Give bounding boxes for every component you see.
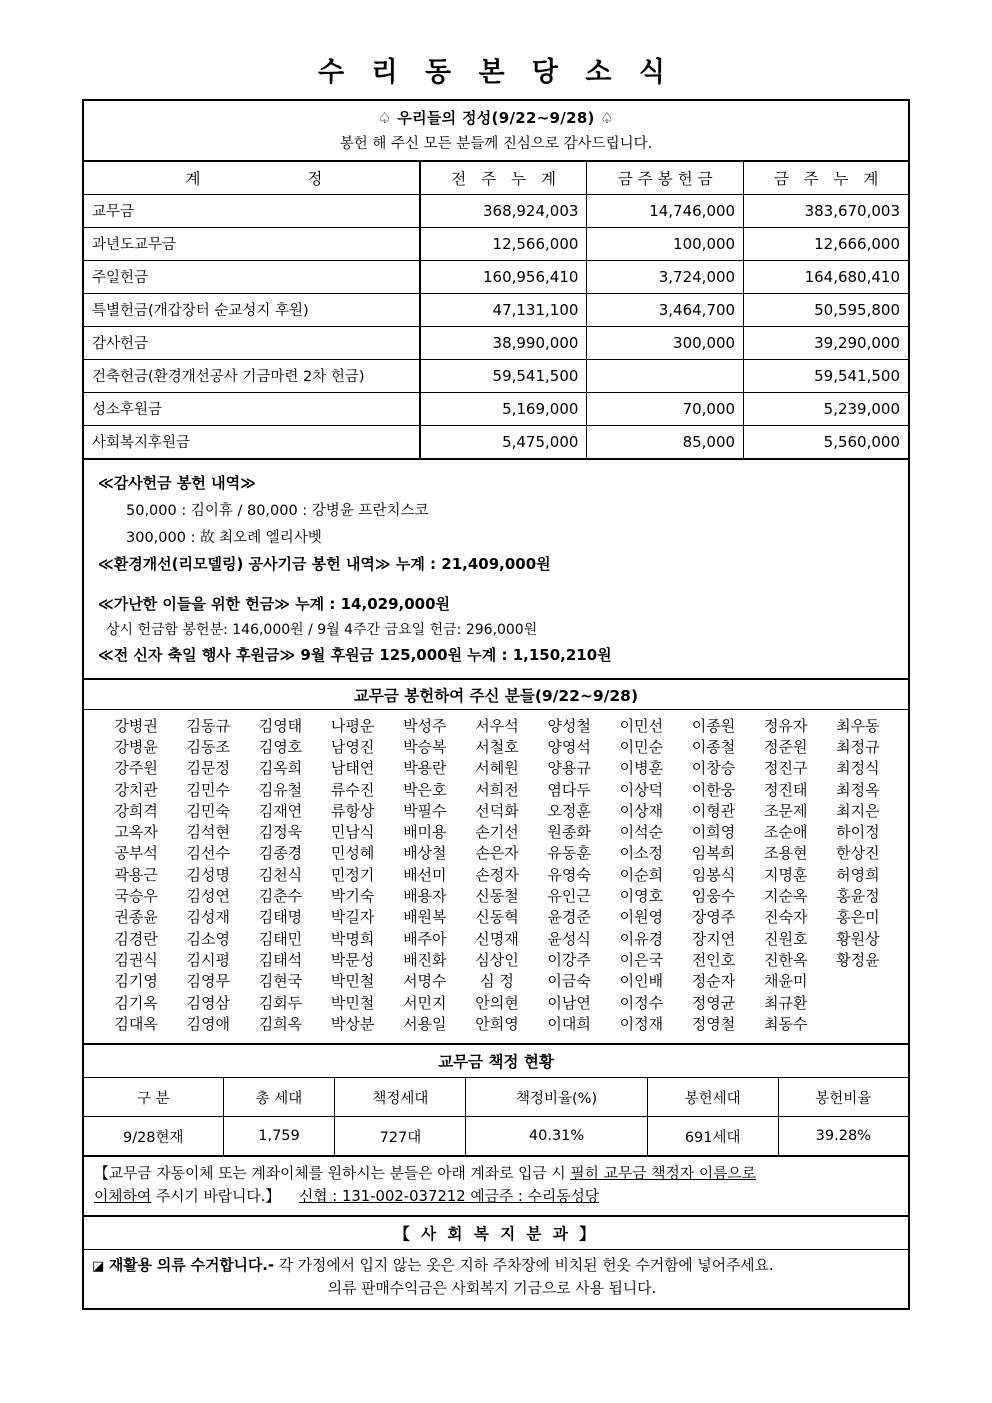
list-item: 박문성 [330, 950, 375, 969]
list-item: 이종철 [691, 737, 736, 756]
list-item: 김동규 [186, 716, 230, 735]
list-item: 김성명 [186, 865, 230, 884]
contributors-column [750, 716, 822, 1035]
contributors-section [84, 678, 908, 1043]
welfare-section-body [84, 1250, 908, 1308]
cell-total: 5,239,000 [744, 392, 908, 425]
list-item: 배선미 [403, 865, 447, 884]
poor-offering-line: 상시 헌금함 봉헌분: 146,000원 / 9월 4주간 금요일 헌금: 296,000원 [106, 621, 538, 638]
cell-total: 50,595,800 [744, 293, 908, 326]
list-item: 김기옥 [114, 993, 158, 1012]
list-item: 허영희 [836, 865, 880, 884]
list-item: 조용현 [763, 844, 808, 863]
list-item: 선덕화 [475, 801, 519, 820]
cell-prev: 47,131,100 [420, 293, 587, 326]
list-item: 이병훈 [619, 759, 664, 778]
list-item: 김옥희 [258, 759, 303, 778]
list-item: 김영무 [186, 972, 230, 991]
list-item: 김권식 [114, 950, 158, 969]
list-item: 이석순 [619, 823, 664, 842]
list-item: 유영숙 [547, 865, 591, 884]
list-item: 이희영 [691, 823, 736, 842]
list-item: 박은호 [403, 780, 447, 799]
assessment-cell: 40.31% [466, 1117, 647, 1156]
table-row [84, 260, 908, 293]
list-item: 김소영 [186, 929, 230, 948]
table-row [84, 194, 908, 227]
list-item: 박성주 [403, 716, 447, 735]
assessment-column-header: 책정비율(%) [466, 1078, 647, 1117]
list-item: 배미용 [403, 823, 447, 842]
list-item: 김성재 [186, 908, 230, 927]
list-item: 나평운 [330, 716, 375, 735]
table-row [84, 392, 908, 425]
list-item: 신동철 [475, 887, 519, 906]
cell-week: 300,000 [587, 326, 744, 359]
list-item: 김희옥 [258, 1014, 303, 1033]
feast-support-heading: ≪전 신자 축일 행사 후원금≫ 9월 후원금 125,000원 누계 : 1,150,210원 [98, 645, 612, 664]
cell-account: 건축헌금(환경개선공사 기금마련 2차 헌금) [84, 359, 420, 392]
list-item: 김대옥 [114, 1014, 158, 1033]
list-item: 이종원 [691, 716, 736, 735]
list-item: 배진화 [403, 950, 447, 969]
assessment-cell: 1,759 [223, 1117, 335, 1156]
offering-header-row [84, 161, 908, 194]
offering-details [84, 458, 908, 678]
cell-week: 3,724,000 [587, 260, 744, 293]
list-item: 유인근 [547, 887, 591, 906]
list-item: 신명재 [475, 929, 519, 948]
contributors-column [533, 716, 605, 1035]
list-item: 김현국 [258, 972, 303, 991]
list-item: 양영석 [547, 737, 591, 756]
list-item: 배원복 [403, 908, 447, 927]
list-item: 김천식 [258, 865, 303, 884]
list-item: 김정욱 [258, 823, 303, 842]
cell-account: 과년도교무금 [84, 227, 420, 260]
list-item: 김춘수 [258, 887, 303, 906]
list-item: 이형관 [691, 801, 736, 820]
list-item: 이영호 [619, 887, 664, 906]
list-item: 임웅수 [691, 887, 736, 906]
column-header-account [84, 161, 420, 194]
list-item: 민성혜 [330, 844, 375, 863]
contributors-column [605, 716, 677, 1035]
list-item: 김태석 [258, 950, 303, 969]
assessment-column-header: 봉헌세대 [647, 1078, 778, 1117]
contributors-column [100, 716, 172, 1035]
bank-note-line1-a: 【교무금 자동이체 또는 계좌이체를 원하시는 분들은 아래 계좌로 입금 시 [94, 1165, 571, 1183]
bank-note-line2-b: 주시기 바랍니다.】 [151, 1187, 281, 1205]
list-item: 정진태 [763, 780, 808, 799]
list-item: 장영주 [691, 908, 736, 927]
list-item: 정준원 [763, 737, 808, 756]
page-title: 수 리 동 본 당 소 식 [318, 57, 674, 88]
cell-account: 감사헌금 [84, 326, 420, 359]
table-row [84, 359, 908, 392]
list-item: 이정재 [619, 1014, 664, 1033]
list-item: 강병윤 [114, 737, 158, 756]
list-item: 이민순 [619, 737, 664, 756]
list-item: 이순희 [619, 865, 664, 884]
list-item: 정영철 [691, 1014, 736, 1033]
cell-total: 5,560,000 [744, 425, 908, 458]
assessment-section [84, 1043, 908, 1155]
list-item: 이남연 [547, 993, 591, 1012]
list-item: 박기숙 [330, 887, 375, 906]
cell-total: 383,670,003 [744, 194, 908, 227]
list-item: 김민수 [186, 780, 230, 799]
list-item: 이대희 [547, 1014, 591, 1033]
contributors-column [389, 716, 461, 1035]
list-item: 이은국 [619, 950, 664, 969]
list-item: 손정자 [475, 865, 519, 884]
cell-prev: 368,924,003 [420, 194, 587, 227]
list-item: 곽용근 [114, 865, 158, 884]
cell-total: 164,680,410 [744, 260, 908, 293]
list-item: 안희영 [475, 1014, 519, 1033]
list-item: 김선수 [186, 844, 230, 863]
list-item: 김영태 [258, 716, 303, 735]
assessment-header-row [84, 1078, 908, 1117]
list-item: 장지연 [691, 929, 736, 948]
list-item: 최규환 [763, 993, 808, 1012]
list-item: 신동혁 [475, 908, 519, 927]
list-item: 강병권 [114, 716, 158, 735]
list-item: 박필수 [403, 801, 447, 820]
list-item: 최정식 [836, 759, 880, 778]
cell-account: 교무금 [84, 194, 420, 227]
list-item: 최지은 [836, 801, 880, 820]
assessment-column-header: 구 분 [84, 1078, 223, 1117]
list-item: 김동조 [186, 737, 230, 756]
list-item: 민남식 [330, 823, 375, 842]
contributors-column [822, 716, 894, 1035]
list-item: 고옥자 [114, 823, 158, 842]
list-item: 강희격 [114, 801, 158, 820]
list-item: 박길자 [330, 908, 375, 927]
list-item: 이창승 [691, 759, 736, 778]
list-item: 지명훈 [763, 865, 808, 884]
list-item: 김문정 [186, 759, 230, 778]
assessment-cell: 9/28현재 [84, 1117, 223, 1156]
cell-week [587, 359, 744, 392]
list-item: 이민선 [619, 716, 664, 735]
list-item: 박상분 [330, 1014, 375, 1033]
offering-table-body [84, 194, 908, 458]
list-item: 서철호 [475, 737, 519, 756]
list-item: 서희전 [475, 780, 519, 799]
offering-table [84, 161, 908, 458]
list-item: 김종경 [258, 844, 303, 863]
list-item: 진숙자 [763, 908, 808, 927]
cell-week: 85,000 [587, 425, 744, 458]
poor-offering-heading: ≪가난한 이들을 위한 헌금≫ 누계 : 14,029,000원 [98, 594, 451, 613]
list-item: 김태민 [258, 929, 303, 948]
assessment-cell: 39.28% [778, 1117, 908, 1156]
assessment-table [84, 1078, 908, 1155]
list-item: 박민철 [330, 993, 375, 1012]
bulletin-frame [82, 99, 910, 1310]
list-item: 권종윤 [114, 908, 158, 927]
cell-week: 3,464,700 [587, 293, 744, 326]
list-item: 윤경준 [547, 908, 591, 927]
list-item: 채윤미 [763, 972, 808, 991]
list-item: 손은자 [475, 844, 519, 863]
cell-total: 12,666,000 [744, 227, 908, 260]
list-item: 손기선 [475, 823, 519, 842]
list-item: 정유자 [763, 716, 808, 735]
list-item: 김민숙 [186, 801, 230, 820]
list-item: 박명희 [330, 929, 375, 948]
list-item: 조순애 [763, 823, 808, 842]
list-item: 정순자 [691, 972, 736, 991]
table-row [84, 227, 908, 260]
list-item: 김유철 [258, 780, 303, 799]
list-item: 배용자 [403, 887, 447, 906]
welfare-notice-title: 재활용 의류 수거합니다.- [109, 1257, 275, 1275]
offering-header-band [84, 101, 908, 161]
bank-note-line2-a: 이체하여 [94, 1187, 152, 1205]
list-item: 김성연 [186, 887, 230, 906]
list-item: 지순옥 [763, 887, 808, 906]
cell-account: 주일헌금 [84, 260, 420, 293]
square-bullet-icon: ◪ [92, 1259, 105, 1275]
list-item: 김태명 [258, 908, 303, 927]
list-item: 이상덕 [619, 780, 664, 799]
list-item: 류수진 [330, 780, 375, 799]
list-item: 진한옥 [763, 950, 808, 969]
list-item: 최우동 [836, 716, 880, 735]
list-item: 김시평 [186, 950, 230, 969]
cell-prev: 59,541,500 [420, 359, 587, 392]
list-item: 이금숙 [547, 972, 591, 991]
cell-week: 14,746,000 [587, 194, 744, 227]
contributors-column [317, 716, 389, 1035]
list-item: 심상인 [475, 950, 519, 969]
assessment-column-header: 책정세대 [335, 1078, 466, 1117]
welfare-notice-text: 각 가정에서 입지 않는 옷은 지하 주차장에 비치된 헌옷 수거함에 넣어주세요. [274, 1257, 774, 1275]
list-item: 윤성식 [547, 929, 591, 948]
cell-prev: 5,475,000 [420, 425, 587, 458]
list-item: 임복희 [691, 844, 736, 863]
column-header-current-total: 금 주 누 계 [744, 161, 908, 194]
list-item: 박민철 [330, 972, 375, 991]
contributors-title: 교무금 봉헌하여 주신 분들(9/22~9/28) [84, 680, 908, 710]
list-item: 김경란 [114, 929, 158, 948]
list-item: 정영균 [691, 993, 736, 1012]
list-item: 이소정 [619, 844, 664, 863]
cell-prev: 12,566,000 [420, 227, 587, 260]
list-item: 김영호 [258, 737, 303, 756]
bank-account-info: 신협 : 131-002-037212 예금주 : 수리동성당 [298, 1187, 600, 1205]
offering-table-head [84, 161, 908, 194]
cell-prev: 5,169,000 [420, 392, 587, 425]
list-item: 홍윤정 [836, 887, 880, 906]
assessment-cell: 727대 [335, 1117, 466, 1156]
table-row [84, 293, 908, 326]
cell-account: 특별헌금(개갑장터 순교성지 후원) [84, 293, 420, 326]
list-item: 황원상 [836, 929, 880, 948]
contributors-column [172, 716, 244, 1035]
list-item: 서민지 [403, 993, 447, 1012]
list-item: 박용란 [403, 759, 447, 778]
table-row [84, 326, 908, 359]
thanks-offering-line-2: 300,000 : 故 최오례 엘리사벳 [126, 529, 322, 546]
list-item: 서우석 [475, 716, 519, 735]
list-item: 민정기 [330, 865, 375, 884]
list-item: 양용규 [547, 759, 591, 778]
list-item: 류항상 [330, 801, 375, 820]
cell-account: 사회복지후원금 [84, 425, 420, 458]
list-item: 오정훈 [547, 801, 591, 820]
list-item: 김재연 [258, 801, 303, 820]
offering-subheading: 봉헌 해 주신 모든 분들께 진심으로 감사드립니다. [339, 135, 653, 152]
remodeling-fund-heading: ≪환경개선(리모델링) 공사기금 봉헌 내역≫ 누계 : 21,409,000원 [98, 554, 551, 573]
list-item: 홍은미 [836, 908, 880, 927]
list-item: 최동수 [763, 1014, 808, 1033]
list-item: 정진구 [763, 759, 808, 778]
cell-prev: 160,956,410 [420, 260, 587, 293]
list-item: 강주원 [114, 759, 158, 778]
list-item: 유동훈 [547, 844, 591, 863]
list-item: 서용일 [403, 1014, 447, 1033]
list-item: 하이정 [836, 823, 880, 842]
list-item: 김석현 [186, 823, 230, 842]
list-item: 이원영 [619, 908, 664, 927]
contributors-column [244, 716, 316, 1035]
list-item: 공부석 [114, 844, 158, 863]
list-item: 김회두 [258, 993, 303, 1012]
list-item: 김기영 [114, 972, 158, 991]
contributors-column [461, 716, 533, 1035]
cell-account: 성소후원금 [84, 392, 420, 425]
contributors-column [677, 716, 749, 1035]
list-item: 김영애 [186, 1014, 230, 1033]
cell-total: 39,290,000 [744, 326, 908, 359]
list-item: 안의현 [475, 993, 519, 1012]
list-item: 배주아 [403, 929, 447, 948]
list-item: 임봉식 [691, 865, 736, 884]
bank-transfer-note [84, 1155, 908, 1215]
contributors-grid [84, 710, 908, 1043]
assessment-title: 교무금 책정 현황 [84, 1045, 908, 1078]
column-header-week-offering: 금주봉헌금 [587, 161, 744, 194]
assessment-column-header: 총 세대 [223, 1078, 335, 1117]
account-head-left: 계 [185, 169, 201, 188]
list-item: 국승우 [114, 887, 158, 906]
list-item: 황정윤 [836, 950, 880, 969]
list-item: 이유경 [619, 929, 664, 948]
welfare-section-title: 【 사 회 복 지 분 과 】 [84, 1215, 908, 1250]
assessment-column-header: 봉헌비율 [778, 1078, 908, 1117]
list-item: 조문제 [763, 801, 808, 820]
list-item: 이인배 [619, 972, 664, 991]
list-item: 서혜원 [475, 759, 519, 778]
table-row [84, 425, 908, 458]
detail-spacer [84, 577, 908, 590]
list-item: 이상재 [619, 801, 664, 820]
list-item: 염다두 [547, 780, 591, 799]
list-item: 이한웅 [691, 780, 736, 799]
cell-week: 70,000 [587, 392, 744, 425]
list-item: 박승복 [403, 737, 447, 756]
list-item: 양성철 [547, 716, 591, 735]
cell-week: 100,000 [587, 227, 744, 260]
column-header-previous-total: 전 주 누 계 [420, 161, 587, 194]
list-item: 남태연 [330, 759, 375, 778]
thanks-offering-heading: ≪감사헌금 봉헌 내역≫ [98, 473, 256, 492]
assessment-data-row [84, 1117, 908, 1156]
list-item: 강치관 [114, 780, 158, 799]
list-item: 최정옥 [836, 780, 880, 799]
thanks-offering-line-1: 50,000 : 김이휴 / 80,000 : 강병윤 프란치스코 [126, 502, 429, 519]
list-item: 이정수 [619, 993, 664, 1012]
list-item: 진원호 [763, 929, 808, 948]
list-item: 이강주 [547, 950, 591, 969]
list-item: 한상진 [836, 844, 880, 863]
list-item: 원종화 [547, 823, 591, 842]
account-head-right: 정 [307, 169, 323, 188]
list-item: 남영진 [330, 737, 375, 756]
list-item: 최정규 [836, 737, 880, 756]
list-item: 서명수 [403, 972, 447, 991]
list-item: 배상철 [403, 844, 447, 863]
list-item: 심 정 [480, 972, 514, 991]
welfare-notice-line2: 의류 판매수익금은 사회복지 기금으로 사용 됩니다. [327, 1280, 657, 1298]
list-item: 전인호 [691, 950, 736, 969]
assessment-cell: 691세대 [647, 1117, 778, 1156]
list-item: 김영삼 [186, 993, 230, 1012]
bank-note-line1-b: 필히 교무금 책정자 이름으로 [570, 1165, 756, 1183]
offering-heading: ♤ 우리들의 정성(9/22~9/28) ♤ [378, 108, 614, 127]
cell-total: 59,541,500 [744, 359, 908, 392]
cell-prev: 38,990,000 [420, 326, 587, 359]
